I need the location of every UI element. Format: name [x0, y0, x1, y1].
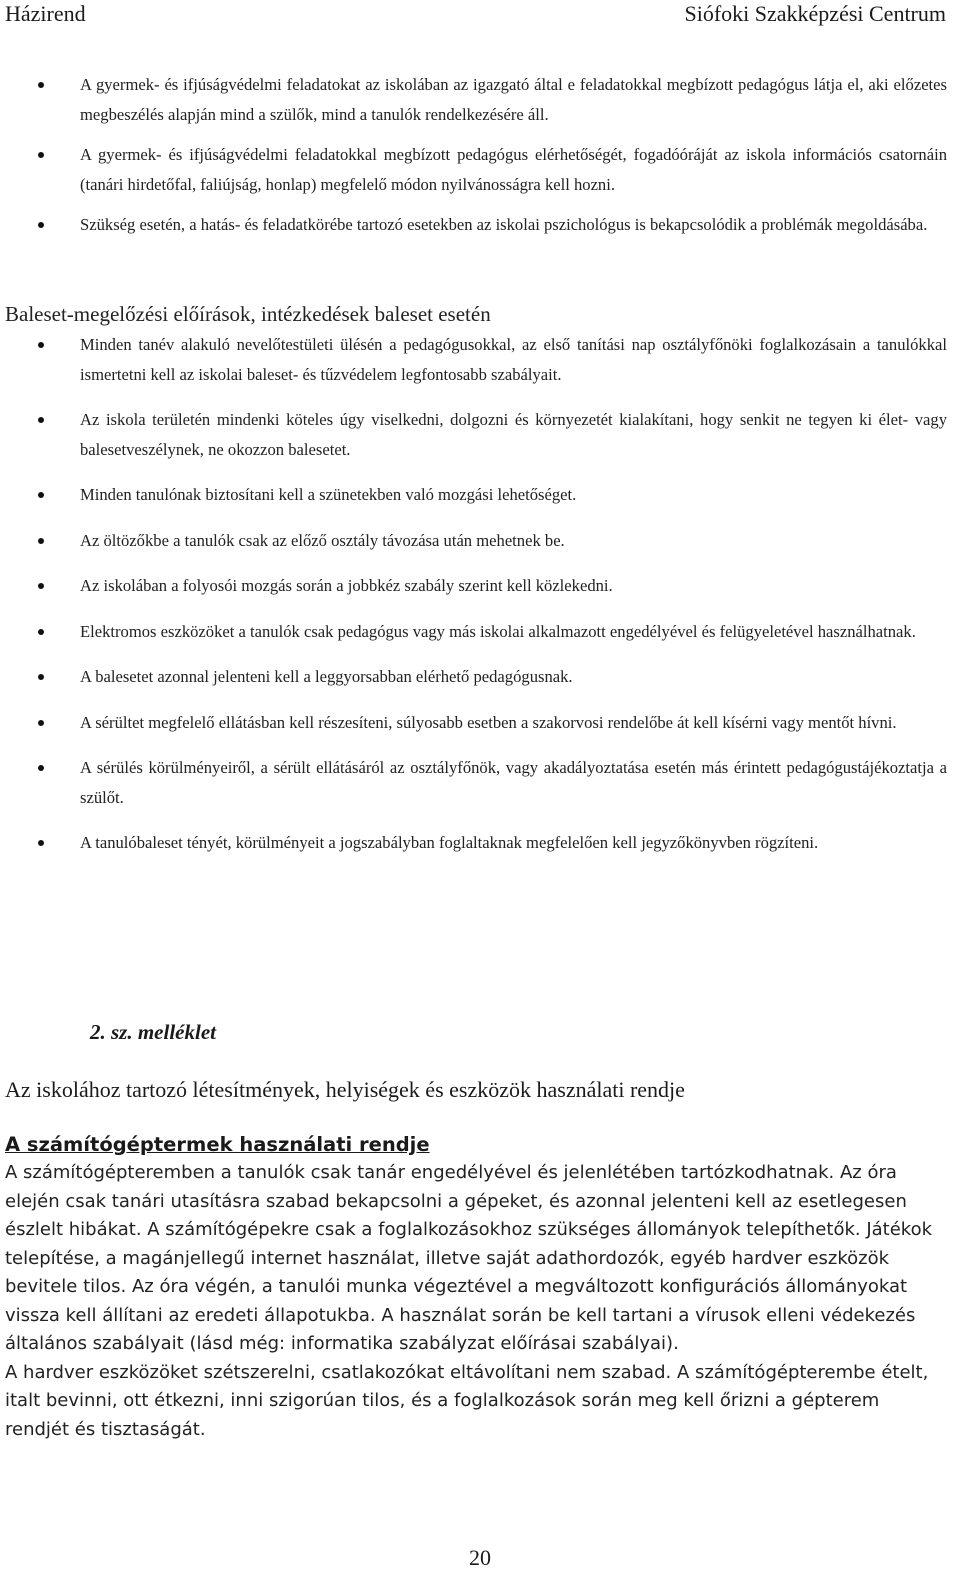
list-item	[0, 210, 960, 240]
list-item-text: A gyermek- és ifjúságvédelmi feladatokkal megbízott pedagógus elérhetőségét, fogadóóráját az iskola információs csatornáin (tanári hirdetőfal, faliújság, honlap) megfelelő módon nyilvánosságra kell hozni.	[80, 145, 947, 194]
bullet-icon	[38, 417, 44, 423]
list-item-text: Minden tanulónak biztosítani kell a szünetekben való mozgási lehetőséget.	[80, 485, 577, 504]
list-item-text: Minden tanév alakuló nevelőtestületi ülésén a pedagógusokkal, az első tanítási nap osztályfőnöki foglalkozásain a tanulókkal ismertetni kell az iskolai baleset- és tűzvédelem legfontosabb szabályait.	[80, 335, 947, 384]
list-item-text: A sérültet megfelelő ellátásban kell részesíteni, súlyosabb esetben a szakorvosi rendelőbe át kell kísérni vagy mentőt hívni.	[80, 712, 897, 732]
bullet-icon	[38, 583, 44, 589]
bullet-icon	[38, 492, 44, 498]
list-item	[0, 330, 960, 389]
bullet-icon	[38, 152, 44, 158]
list-item-text: A sérülés körülményeiről, a sérült ellátásáról az osztályfőnök, vagy akadályoztatása esetén más érintett pedagógustájékoztatja a szülőt.	[80, 758, 947, 807]
computer-room-rules-heading: A számítógéptermek használati rendje	[5, 1133, 430, 1156]
list-item	[0, 828, 960, 858]
child-protection-list	[0, 70, 960, 251]
list-item-text: Elektromos eszközöket a tanulók csak pedagógus vagy más iskolai alkalmazott engedélyével és felügyeletével használhatnak.	[80, 621, 916, 641]
annex-subtitle: Az iskolához tartozó létesítmények, helyiségek és eszközök használati rendje	[5, 1077, 685, 1102]
header-document-title: Házirend	[5, 1, 86, 26]
page-header	[0, 0, 960, 28]
rules-paragraph: A számítógépteremben a tanulók csak tanár engedélyével és jelenlétében tartózkodhatnak. Az óra elején csak tanári utasításra szabad bekapcsolni a gépeket, és azonnal jelenteni kell az esetlegesen észlelt hibákat. A számítógépekre csak a foglalkozásokhoz szükséges állományok telepíthetők. Játékok telepítése, a magánjellegű internet használat, illetve saját adathordozók, egyéb hardver eszközök bevitele tilos. Az óra végén, a tanulói munka végeztével a megváltozott konfigurációs állományokat vissza kell állítani az eredeti állapotukba. A használat során be kell tartani a vírusok elleni védekezés általános szabályait (lásd még: informatika szabályzat előírásai szabályai).	[5, 1162, 933, 1354]
list-item-text: Az iskola területén mindenki köteles úgy viselkedni, dolgozni és környezetét kialakítani, hogy senkit ne tegyen ki élet- vagy balesetveszélynek, ne okozzon balesetet.	[80, 410, 947, 459]
list-item-text: Az öltözőkbe a tanulók csak az előző osztály távozása után mehetnek be.	[80, 530, 565, 550]
list-item	[0, 140, 960, 199]
list-item	[0, 708, 960, 738]
list-item	[0, 480, 960, 510]
list-item	[0, 571, 960, 601]
list-item	[0, 662, 960, 692]
list-item	[0, 526, 960, 556]
bullet-icon	[38, 538, 44, 544]
page-number: 20	[469, 1545, 491, 1570]
list-item	[0, 405, 960, 464]
list-item	[0, 753, 960, 812]
list-item-text: Szükség esetén, a hatás- és feladatkörébe tartozó esetekben az iskolai pszichológus is bekapcsolódik a problémák megoldásába.	[80, 215, 928, 234]
bullet-icon	[38, 222, 44, 228]
accident-section-heading: Baleset-megelőzési előírások, intézkedések baleset esetén	[5, 302, 491, 326]
rules-paragraph: A hardver eszközöket szétszerelni, csatlakozókat eltávolítani nem szabad. A számítógépterembe ételt, italt bevinni, ott étkezni, inni szigorúan tilos, és a foglalkozások során meg kell őrizni a gépterem rendjét és tisztaságát.	[5, 1361, 929, 1440]
bullet-icon	[38, 720, 44, 726]
bullet-icon	[38, 342, 44, 348]
list-item	[0, 70, 960, 129]
computer-room-rules-body	[5, 1159, 945, 1444]
header-institution-name: Siófoki Szakképzési Centrum	[684, 1, 946, 26]
list-item-text: Az iskolában a folyosói mozgás során a jobbkéz szabály szerint kell közlekedni.	[80, 576, 613, 595]
accident-rules-list	[0, 330, 960, 874]
bullet-icon	[38, 82, 44, 88]
bullet-icon	[38, 629, 44, 635]
list-item-text: A gyermek- és ifjúságvédelmi feladatokat az iskolában az igazgató által e feladatokkal megbízott pedagógus látja el, aki előzetes megbeszélés alapján mind a szülők, mind a tanulók rendelkezésére áll.	[80, 75, 947, 124]
bullet-icon	[38, 674, 44, 680]
list-item-text: A tanulóbaleset tényét, körülményeit a jogszabályban foglaltaknak megfelelően kell jegyzőkönyvben rögzíteni.	[80, 833, 819, 852]
bullet-icon	[38, 765, 44, 771]
list-item-text: A balesetet azonnal jelenteni kell a leggyorsabban elérhető pedagógusnak.	[80, 667, 573, 686]
list-item	[0, 617, 960, 647]
bullet-icon	[38, 840, 44, 846]
annex-title: 2. sz. melléklet	[90, 1020, 216, 1044]
